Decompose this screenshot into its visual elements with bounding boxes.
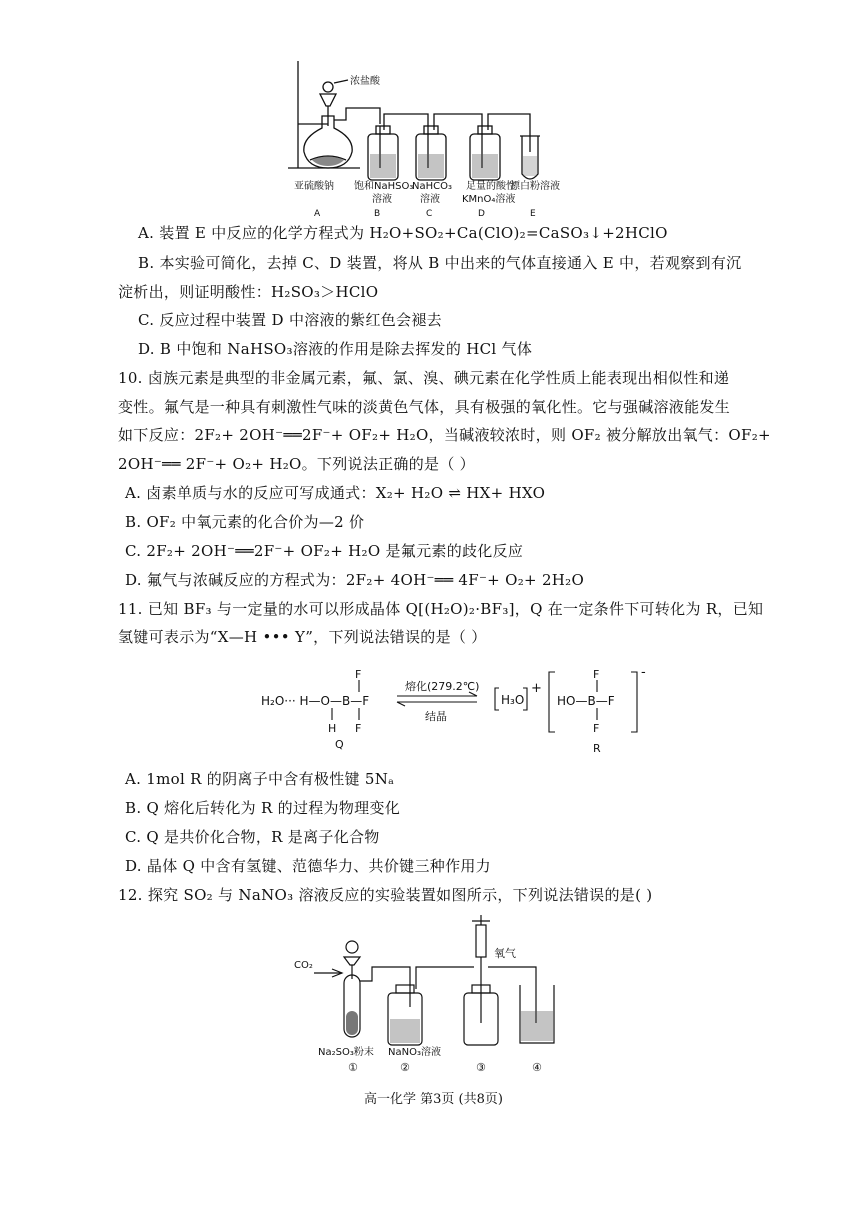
q9-option-c: C. 反应过程中装置 D 中溶液的紫红色会褪去	[138, 311, 442, 329]
num-1: ①	[348, 1061, 358, 1074]
r-anion-formula: HO—B—F	[557, 694, 615, 708]
q10-option-a: A. 卤素单质与水的反应可写成通式：X₂+ H₂O ⇌ HX+ HXO	[125, 484, 546, 502]
co2-label: CO₂	[294, 960, 313, 971]
h3o-charge: +	[531, 681, 542, 696]
reagent-2-label: NaNO₃溶液	[388, 1047, 441, 1058]
q10-stem-line1: 10. 卤族元素是典型的非金属元素，氟、氯、溴、碘元素在化学性质上能表现出相似性和递	[118, 369, 730, 387]
q9-option-b-line2: 淀析出，则证明酸性：H₂SO₃＞HClO	[118, 283, 379, 301]
q10-option-b: B. OF₂ 中氧元素的化合价为—2 价	[125, 513, 365, 531]
reagent-b: 饱和NaHSO₃	[354, 181, 414, 192]
r-bottom-f: F	[593, 722, 600, 735]
r-top-f: F	[593, 668, 600, 681]
page-footer: 高一化学 第3页 (共8页)	[364, 1092, 503, 1107]
arrow-bottom-label: 结晶	[425, 710, 447, 723]
reagent-a: 亚硫酸钠	[294, 181, 334, 192]
structure-figure-q11	[255, 662, 655, 760]
q-bottom-f: F	[355, 722, 362, 735]
q11-option-c: C. Q 是共价化合物，R 是离子化合物	[125, 828, 380, 846]
r-label: R	[593, 742, 601, 755]
r-anion-charge: -	[641, 665, 646, 680]
q-label: Q	[335, 738, 344, 751]
letter-c: C	[426, 209, 433, 219]
q10-stem-line2: 变性。氟气是一种具有刺激性气味的淡黄色气体，具有极强的氧化性。它与强碱溶液能发生	[118, 398, 731, 416]
q11-option-d: D. 晶体 Q 中含有氢键、范德华力、共价键三种作用力	[125, 857, 491, 875]
reagent-e: 漂白粉溶液	[510, 181, 560, 192]
reagent-d2: KMnO₄溶液	[462, 194, 516, 205]
q11-option-a: A. 1mol R 的阴离子中含有极性键 5Nₐ	[125, 770, 395, 788]
q11-stem-line1: 11. 已知 BF₃ 与一定量的水可以形成晶体 Q[(H₂O)₂·BF₃]，Q 在一定条件下可转化为 R，已知	[118, 600, 764, 618]
letter-d: D	[478, 209, 485, 219]
reagent-d: 足量的酸性	[466, 181, 516, 192]
q9-option-b-line1: B. 本实验可简化，去掉 C、D 装置，将从 B 中出来的气体直接通入 E 中，若观察到有沉	[138, 254, 742, 272]
q12-stem: 12. 探究 SO₂ 与 NaNO₃ 溶液反应的实验装置如图所示，下列说法错误的是( )	[118, 886, 653, 904]
letter-a: A	[314, 209, 321, 219]
h3o-ion: H₃O	[501, 693, 525, 707]
reagent-c: NaHCO₃	[412, 181, 452, 192]
reagent-c2: 溶液	[420, 194, 440, 205]
q-bottom-h: H	[328, 722, 337, 735]
q-left-formula: H₂O··· H—O—B—F	[261, 694, 370, 708]
q10-stem-line3: 如下反应：2F₂+ 2OH⁻══2F⁻+ OF₂+ H₂O，当碱液较浓时，则 OF₂ 被分解放出氧气：OF₂+	[118, 426, 771, 444]
oxygen-label: 氧气	[494, 947, 516, 960]
q10-stem-line4: 2OH⁻══ 2F⁻+ O₂+ H₂O。下列说法正确的是（ ）	[118, 455, 475, 473]
num-4: ④	[532, 1061, 542, 1074]
q11-option-b: B. Q 熔化后转化为 R 的过程为物理变化	[125, 799, 401, 817]
reagent-b2: 溶液	[372, 194, 392, 205]
reagent-1-label: Na₂SO₃粉末	[318, 1047, 374, 1058]
q10-option-d: D. 氟气与浓碱反应的方程式为：2F₂+ 4OH⁻══ 4F⁻+ O₂+ 2H₂O	[125, 571, 585, 589]
letter-e: E	[530, 209, 536, 219]
apparatus-figure-q12	[292, 915, 572, 1075]
letter-b: B	[374, 209, 381, 219]
apparatus-figure-q9	[280, 56, 580, 221]
q9-option-d: D. B 中饱和 NaHSO₃溶液的作用是除去挥发的 HCl 气体	[138, 340, 533, 358]
reagent-top-label: 浓盐酸	[350, 76, 380, 87]
q9-option-a: A. 装置 E 中反应的化学方程式为 H₂O+SO₂+Ca(ClO)₂=CaSO₃↓+2HClO	[138, 224, 668, 242]
q-top-f: F	[355, 668, 362, 681]
num-2: ②	[400, 1061, 410, 1074]
q11-stem-line2: 氢键可表示为“X—H ••• Y”，下列说法错误的是（ ）	[118, 628, 487, 646]
arrow-top-label: 熔化(279.2℃)	[405, 680, 480, 693]
q10-option-c: C. 2F₂+ 2OH⁻══2F⁻+ OF₂+ H₂O 是氟元素的歧化反应	[125, 542, 524, 560]
num-3: ③	[476, 1061, 486, 1074]
